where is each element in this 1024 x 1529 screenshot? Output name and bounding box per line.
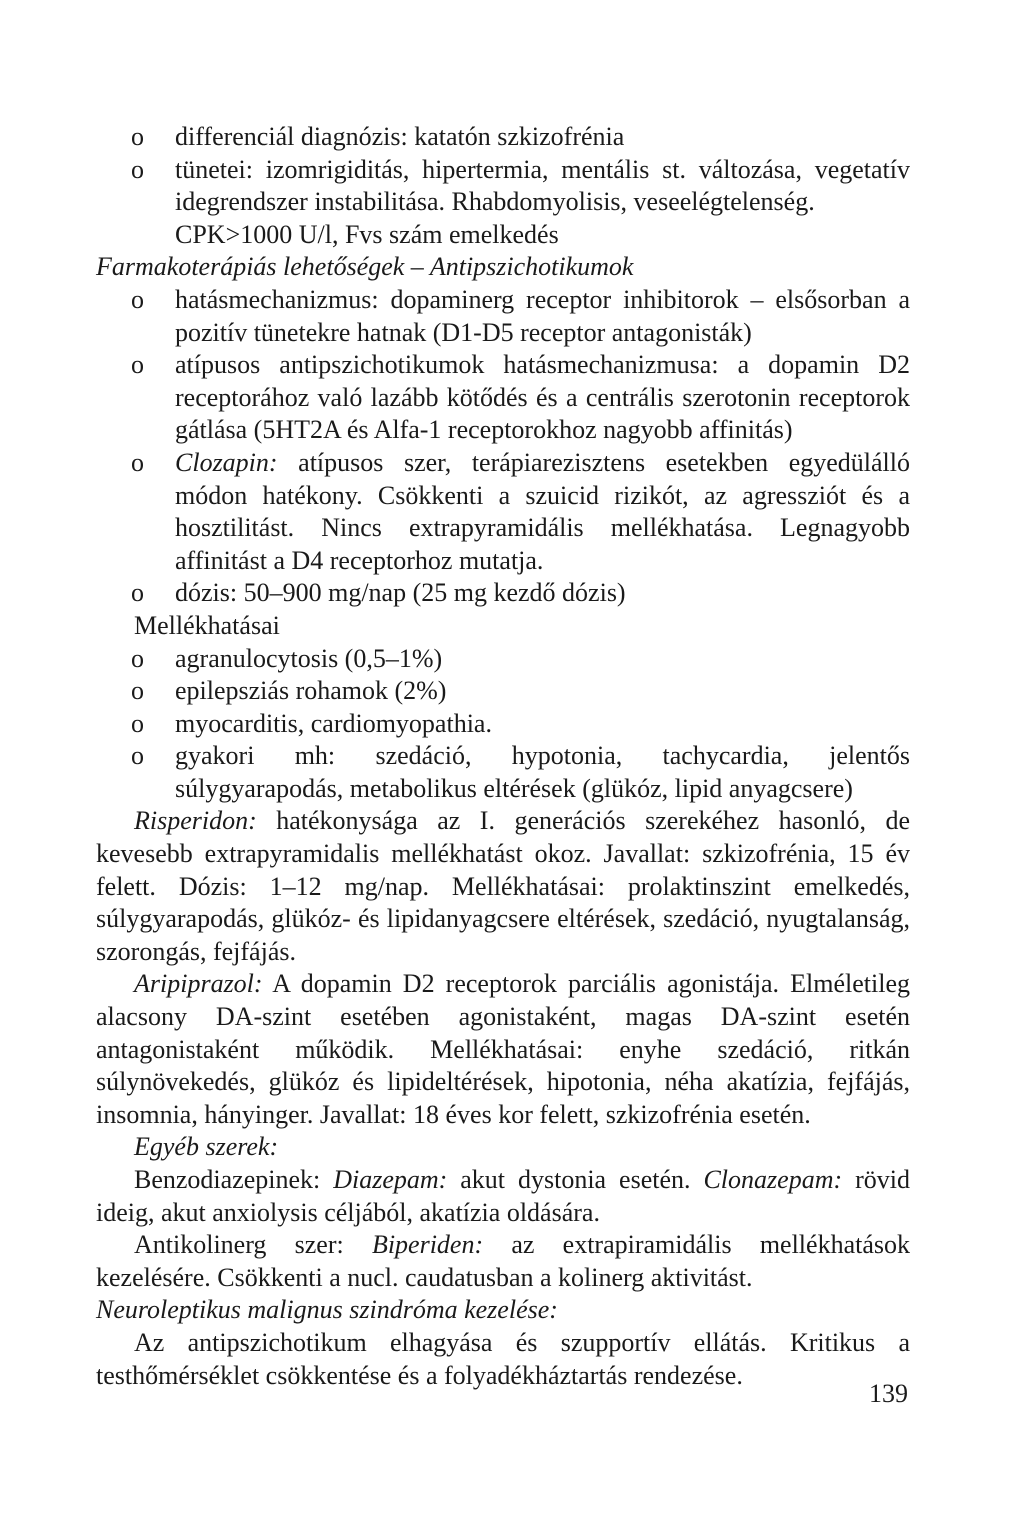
section-heading-egyeb: Egyéb szerek: (134, 1132, 279, 1162)
list-item-clozapin (96, 447, 910, 577)
paragraph-benzodiazepinek: Benzodiazepinek: Diazepam: akut dystonia esetén. Clonazepam: rövid ideig, akut anxiolysis céljából, akatízia oldására. (96, 1165, 910, 1227)
list-item (96, 740, 910, 805)
bullet-marker: o (131, 578, 144, 608)
drug-name: Biperiden: (371, 1230, 484, 1260)
list-item-dose (96, 577, 910, 610)
drug-name: Aripiprazol: (134, 969, 263, 999)
list-item (96, 284, 910, 349)
list-item (96, 154, 910, 219)
list-item-text: gyakori mh: szedáció, hypotonia, tachycardia, jelentős súlygyarapodás, metabolikus eltérések (glükóz, lipid anyagcsere) (175, 741, 910, 803)
drug-name: Risperidon: (134, 806, 257, 836)
bullet-marker: o (131, 741, 144, 771)
bullet-marker: o (131, 350, 144, 380)
list-item-text: tünetei: izomrigiditás, hipertermia, mentális st. változása, vegetatív idegrendszer instabilitása. Rhabdomyolisis, veseelégtelenség. (175, 154, 910, 217)
drug-name: Clozapin: (175, 447, 278, 477)
cpk-line: CPK>1000 U/l, Fvs szám emelkedés (175, 219, 559, 249)
drug-name: Clonazepam: (703, 1165, 843, 1194)
list-item-text: atípusos szer, terápiarezisztens esetekben egyedülálló módon hatékony. Csökkenti a szuicid rizikót, az agressziót és a hosztilitást. Nincs extrapyramidális mellékhatása. Legnagyobb affinitást a D4 receptorhoz mutatja. (175, 447, 910, 575)
list-item (96, 349, 910, 447)
bullet-marker: o (131, 676, 144, 706)
paragraph-antikolinerg: Antikolinerg szer: Biperiden: az extrapiramidális mellékhatások kezelésére. Csökkenti a nucl. caudatusban a kolinerg aktivitást. (96, 1230, 910, 1292)
bullet-marker: o (131, 154, 144, 184)
paragraph-nms: Az antipszichotikum elhagyása és szupportív ellátás. Kritikus a testhőmérséklet csökkentése és a folyadékháztartás rendezése. (96, 1327, 910, 1390)
bullet-marker: o (131, 122, 144, 151)
list-item-text: myocarditis, cardiomyopathia. (175, 708, 492, 738)
side-effects-heading: Mellékhatásai (134, 610, 280, 640)
list-item-text: atípusos antipszichotikumok hatásmechanizmusa: a dopamin D2 receptorához való lazább kötődés és a centrális szerotonin receptorok gátlása (5HT2A és Alfa-1 receptorokhoz nagyobb affinitás) (175, 350, 910, 445)
page-body (96, 121, 910, 1392)
bullet-marker: o (131, 447, 144, 477)
bullet-marker: o (131, 643, 144, 673)
paragraph-aripiprazol: Aripiprazol: A dopamin D2 receptorok parciális agonistája. Elméletileg alacsony DA-szint esetében agonistaként, magas DA-szint esetén antagonistaként működik. Mellékhatásai: enyhe szedáció, ritkán súlynövekedés, glükóz és lipideltérések, hipotonia, néha akatízia, fejfájás, insomnia, hányinger. Javallat: 18 éves kor felett, szkizofrénia esetén. (96, 969, 910, 1129)
list-item-text: hatásmechanizmus: dopaminerg receptor inhibitorok – elsősorban a pozitív tünetekre hatnak (D1-D5 receptor antagonisták) (175, 284, 910, 347)
drug-name: Diazepam: (333, 1165, 448, 1194)
list-item (96, 675, 910, 708)
bullet-marker: o (131, 284, 144, 314)
section-heading-nms: Neuroleptikus malignus szindróma kezelése: (96, 1295, 558, 1325)
list-item-text: differenciál diagnózis: katatón szkizofrénia (175, 122, 625, 151)
list-item-text: dózis: 50–900 mg/nap (25 mg kezdő dózis) (175, 578, 626, 608)
section-heading-farmakoterapia: Farmakoterápiás lehetőségek – Antipszichotikumok (96, 252, 634, 282)
list-item (96, 643, 910, 676)
list-item-text: agranulocytosis (0,5–1%) (175, 643, 443, 673)
paragraph-risperidon: Risperidon: hatékonysága az I. generációs szerekéhez hasonló, de kevesebb extrapyramidalis mellékhatást okoz. Javallat: szkizofrénia, 15 év felett. Dózis: 1–12 mg/nap. Mellékhatásai: prolaktinszint emelkedés, súlygyarapodás, glükóz- és lipidanyagcsere eltérések, szedáció, nyugtalanság, szorongás, fejfájás. (96, 806, 910, 966)
list-item-text: epilepsziás rohamok (2%) (175, 676, 447, 706)
list-item (96, 708, 910, 741)
bullet-marker: o (131, 708, 144, 738)
list-item (96, 121, 910, 154)
page-number: 139 (869, 1379, 908, 1408)
